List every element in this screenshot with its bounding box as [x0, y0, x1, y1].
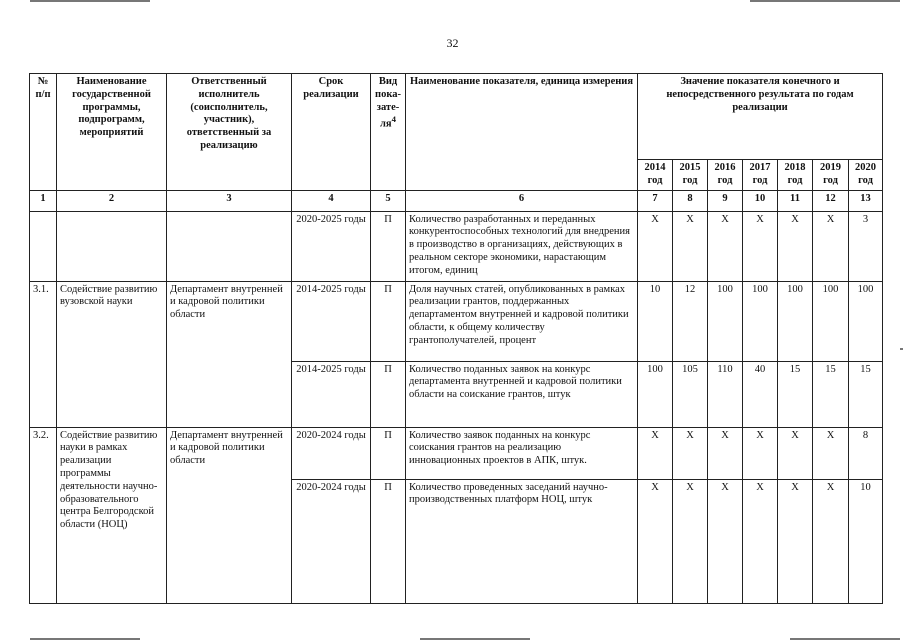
row-program: Содействие развитию вузовской науки — [57, 281, 167, 427]
row-value: X — [708, 427, 743, 479]
row-value: 10 — [638, 281, 673, 361]
column-number: 12 — [813, 190, 849, 211]
row-value: 100 — [778, 281, 813, 361]
row-num: 3.1. — [30, 281, 57, 427]
row-indicator: Количество заявок поданных на конкурс соискания грантов на реализацию инновационных проектов в АПК, штук. — [406, 427, 638, 479]
row-term: 2020-2025 годы — [292, 211, 371, 281]
year-2017: 2017 год — [743, 160, 778, 191]
row-type: П — [371, 281, 406, 361]
row-value: 8 — [849, 427, 883, 479]
row-type: П — [371, 211, 406, 281]
row-program: Содействие развитию науки в рамках реализации программы деятельности научно-образовательного центра Белгородской области (НОЦ) — [57, 427, 167, 603]
row-value: X — [778, 211, 813, 281]
year-2014: 2014 год — [638, 160, 673, 191]
row-value: 40 — [743, 361, 778, 427]
table-row — [30, 211, 883, 281]
row-value: X — [813, 479, 849, 603]
year-2020: 2020 год — [849, 160, 883, 191]
column-number: 11 — [778, 190, 813, 211]
row-value: X — [673, 479, 708, 603]
row-value: 100 — [638, 361, 673, 427]
row-value: 15 — [778, 361, 813, 427]
row-responsible — [167, 211, 292, 281]
column-number: 5 — [371, 190, 406, 211]
row-term: 2020-2024 годы — [292, 427, 371, 479]
row-indicator: Доля научных статей, опубликованных в рамках реализации грантов, поддержанных департаментом внутренней и кадровой политики области, к общему количеству грантополучателей, процент — [406, 281, 638, 361]
row-num: 3.2. — [30, 427, 57, 603]
row-value: X — [638, 479, 673, 603]
table-row — [30, 281, 883, 361]
row-value: X — [708, 211, 743, 281]
row-value: 12 — [673, 281, 708, 361]
row-value: X — [778, 479, 813, 603]
row-value: X — [673, 211, 708, 281]
column-number: 7 — [638, 190, 673, 211]
row-value: 105 — [673, 361, 708, 427]
header-type — [371, 74, 406, 191]
column-number: 6 — [406, 190, 638, 211]
row-type: П — [371, 479, 406, 603]
row-value: X — [743, 479, 778, 603]
row-value: X — [638, 427, 673, 479]
row-responsible: Департамент внутренней и кадровой политики области — [167, 281, 292, 427]
year-2015: 2015 год — [673, 160, 708, 191]
header-responsible: Ответственный исполнитель (соисполнитель, участник), ответственный за реализацию — [167, 74, 292, 191]
row-value: 15 — [849, 361, 883, 427]
row-term: 2020-2024 годы — [292, 479, 371, 603]
table-row — [30, 427, 883, 479]
row-type: П — [371, 361, 406, 427]
header-type-footnote: 4 — [391, 114, 396, 125]
row-value: 100 — [743, 281, 778, 361]
column-number: 9 — [708, 190, 743, 211]
page-number: 32 — [446, 36, 459, 50]
header-indicator: Наименование показателя, единица измерения — [406, 74, 638, 191]
column-number: 8 — [673, 190, 708, 211]
row-indicator: Количество поданных заявок на конкурс департамента внутренней и кадровой политики области на соискание грантов, штук — [406, 361, 638, 427]
year-2018: 2018 год — [778, 160, 813, 191]
row-value: X — [708, 479, 743, 603]
header-program: Наименование государственной программы, подпрограмм, мероприятий — [57, 74, 167, 191]
row-value: 110 — [708, 361, 743, 427]
column-number: 13 — [849, 190, 883, 211]
row-value: X — [743, 427, 778, 479]
top-edge-line-right — [750, 0, 900, 2]
header-values: Значение показателя конечного и непосредственного результата по годам реализации — [638, 74, 883, 160]
top-edge-line-left — [30, 0, 150, 2]
row-num — [30, 211, 57, 281]
row-type: П — [371, 427, 406, 479]
row-program — [57, 211, 167, 281]
row-value: 3 — [849, 211, 883, 281]
row-value: 15 — [813, 361, 849, 427]
row-indicator: Количество разработанных и переданных конкурентоспособных технологий для внедрения в производство в организациях, действующих в реальном секторе экономики, нарастающим итогом, единиц — [406, 211, 638, 281]
year-2019: 2019 год — [813, 160, 849, 191]
row-value: 100 — [849, 281, 883, 361]
row-value: X — [673, 427, 708, 479]
row-value: X — [813, 427, 849, 479]
indicator-table — [29, 73, 883, 604]
row-indicator: Количество проведенных заседаний научно-производственных платформ НОЦ, штук — [406, 479, 638, 603]
row-responsible: Департамент внутренней и кадровой политики области — [167, 427, 292, 603]
header-num: № п/п — [30, 74, 57, 191]
row-value: 100 — [708, 281, 743, 361]
row-value: X — [813, 211, 849, 281]
margin-mark — [900, 348, 903, 350]
row-value: 100 — [813, 281, 849, 361]
header-row — [30, 74, 883, 160]
row-value: 10 — [849, 479, 883, 603]
row-term: 2014-2025 годы — [292, 281, 371, 361]
column-number: 10 — [743, 190, 778, 211]
row-term: 2014-2025 годы — [292, 361, 371, 427]
column-number: 1 — [30, 190, 57, 211]
row-value: X — [638, 211, 673, 281]
column-number-row — [30, 190, 883, 211]
header-type-text: Вид пока-зате-ля — [375, 76, 401, 130]
header-term: Срок реализации — [292, 74, 371, 191]
column-number: 4 — [292, 190, 371, 211]
year-2016: 2016 год — [708, 160, 743, 191]
column-number: 2 — [57, 190, 167, 211]
row-value: X — [743, 211, 778, 281]
row-value: X — [778, 427, 813, 479]
column-number: 3 — [167, 190, 292, 211]
